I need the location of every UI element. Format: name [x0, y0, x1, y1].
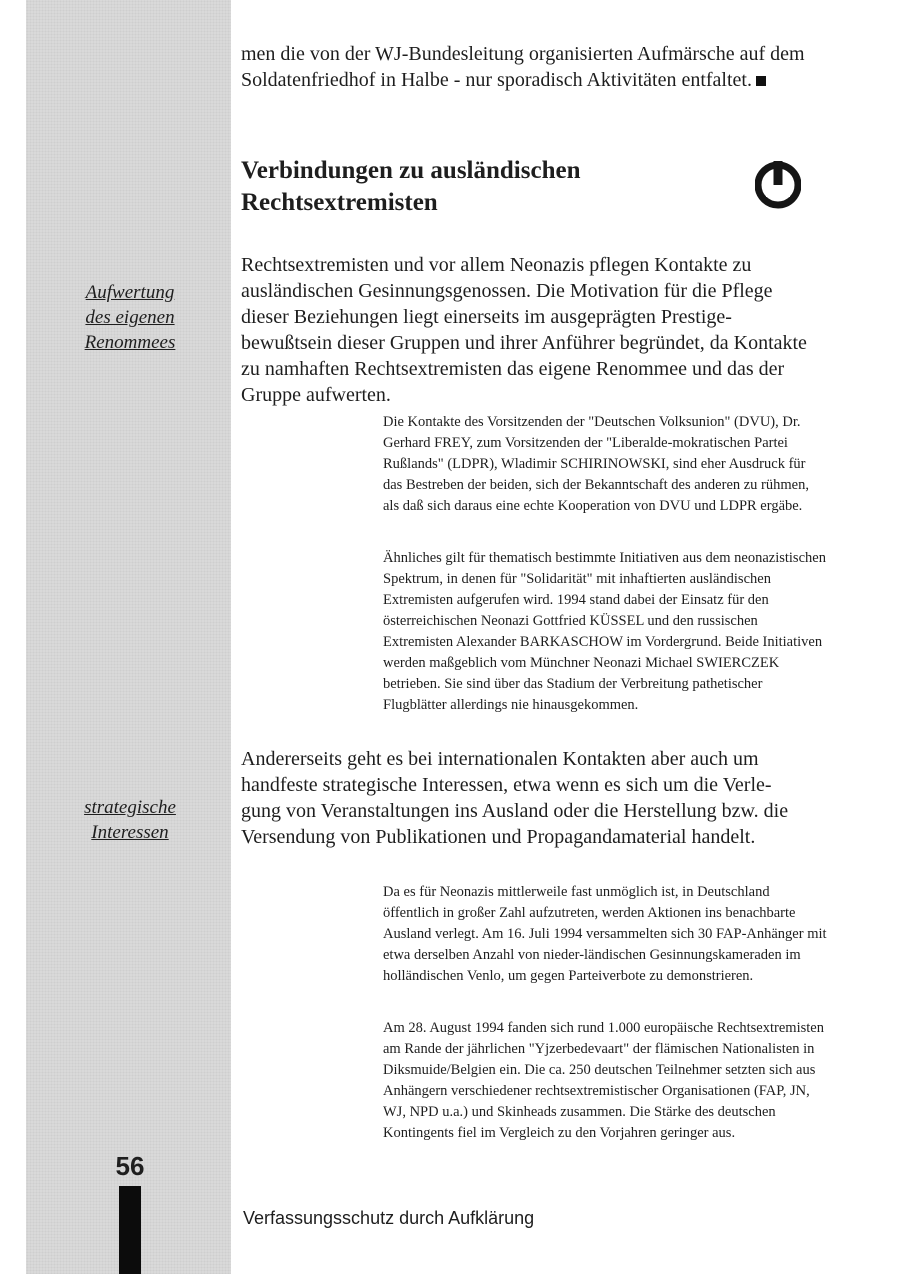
- page-number-bar: [119, 1186, 141, 1274]
- paragraph-text: Andererseits geht es bei internationalen Kontakten aber auch um handfeste strategische Interessen, etwa wenn es sich um die Verle-gung von Veranstaltungen ins Ausland oder die Herstellung bzw. die Versendung von Publikationen und Propagandamaterial handelt.: [241, 748, 789, 848]
- margin-note-line: Interessen: [91, 822, 169, 843]
- sidebar-gray-band: [26, 0, 231, 1274]
- heading-line-1: Verbindungen zu ausländischen: [241, 157, 581, 184]
- margin-note-line: des eigenen: [85, 307, 175, 328]
- exclamation-circle-icon: [755, 159, 801, 209]
- detail-paragraph-2: Ähnliches gilt für thematisch bestimmte Initiativen aus dem neonazistischen Spektrum, in denen für "Solidarität" mit inhaftierten ausländischen Extremisten aufgerufen wird. 1994 stand dabei der Einsatz für den österreichischen Neonazi Gottfried KÜSSEL und den russischen Extremisten Alexander BARKASCHOW im Vordergrund. Beide Initiativen werden maßgeblich vom Münchner Neonazi Michael SWIERCZEK betrieben. Sie sind über das Stadium der Verbreitung pathetischer Flugblätter allerdings nie hinausgekommen.: [383, 550, 826, 713]
- detail-paragraph-1: Die Kontakte des Vorsitzenden der "Deutschen Volksunion" (DVU), Dr. Gerhard FREY, zum Vorsitzenden der "Liberalde-mokratischen Partei Rußlands" (LDPR), Wladimir SCHIRINOWSKI, sind eher Ausdruck für das Bestreben der beiden, sich der Bekanntschaft des anderen zu rühmen, als daß sich daraus eine echte Kooperation von DVU und LDPR ergäbe.: [383, 414, 809, 514]
- margin-note-line: strategische: [84, 797, 176, 818]
- body-paragraph-2: [241, 746, 811, 850]
- page-number: 56: [115, 1151, 145, 1181]
- margin-note-strategisch: [40, 795, 220, 845]
- margin-note-renommee: [40, 280, 220, 355]
- footer-text: Verfassungsschutz durch Aufklärung: [243, 1208, 535, 1228]
- body-paragraph-1: [241, 252, 811, 408]
- intro-paragraph: [241, 41, 811, 93]
- paragraph-text: Rechtsextremisten und vor allem Neonazis pflegen Kontakte zu ausländischen Gesinnungsgenossen. Die Motivation für die Pflege dieser Beziehungen liegt einerseits im ausgeprägten Prestige-bewußtsein dieser Gruppen und ihrer Anführer begründet, da Kontakte zu namhaften Rechtsextremisten das eigene Renommee und das der Gruppe aufwerten.: [241, 254, 807, 406]
- heading-line-2: Rechtsextremisten: [241, 189, 438, 216]
- section-heading: [241, 155, 661, 219]
- detail-paragraph-4: Am 28. August 1994 fanden sich rund 1.000 europäische Rechtsextremisten am Rande der jährlichen "Yjzerbedevaart" der flämischen Nationalisten in Diksmuide/Belgien ein. Die ca. 250 deutschen Teilnehmer setzten sich aus Anhängern verschiedener rechtsextremistischer Organisationen (FAP, JN, WJ, NPD u.a.) und Skinheads zusammen. Die Stärke des deutschen Kontingents fiel im Vergleich zu den Vorjahren geringer aus.: [383, 1020, 824, 1141]
- margin-note-line: Renommees: [84, 332, 176, 353]
- end-mark-icon: [756, 76, 766, 86]
- margin-note-line: Aufwertung: [85, 282, 175, 303]
- intro-text: men die von der WJ-Bundesleitung organisierten Aufmärsche auf dem Soldatenfriedhof in Halbe - nur sporadisch Aktivitäten entfaltet.: [241, 43, 805, 91]
- detail-paragraph-3: Da es für Neonazis mittlerweile fast unmöglich ist, in Deutschland öffentlich in großer Zahl aufzutreten, werden Aktionen ins benachbarte Ausland verlegt. Am 16. Juli 1994 versammelten sich 30 FAP-Anhänger mit etwa derselben Anzahl von nieder-ländischen Gesinnungskameraden im holländischen Venlo, um gegen Parteiverbote zu demonstrieren.: [383, 884, 827, 984]
